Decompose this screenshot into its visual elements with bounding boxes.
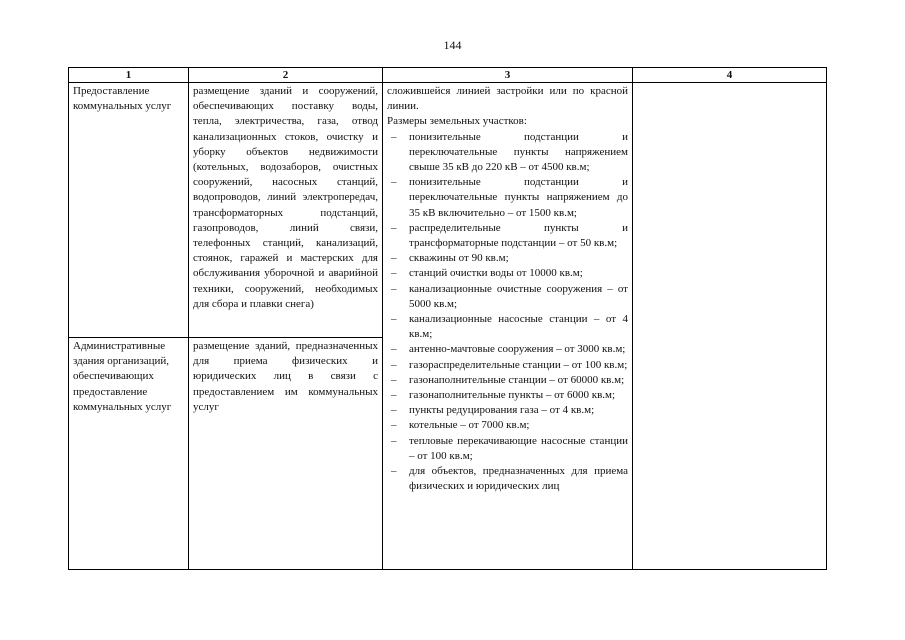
land-plot-size-item: – котельные – от 7000 кв.м; xyxy=(387,418,628,433)
use-description-cell xyxy=(189,338,383,570)
land-plot-sizes-list xyxy=(387,130,628,495)
page-number: 144 xyxy=(443,38,462,52)
header-col-2: 2 xyxy=(189,68,383,83)
land-plot-size-item: – для объектов, предназначенных для приема физических и юридических лиц xyxy=(387,464,628,494)
land-plot-size-item: – канализационные насосные станции – от 4 кв.м; xyxy=(387,312,628,342)
header-col-1: 1 xyxy=(69,68,189,83)
land-plot-size-item: – канализационные очистные сооружения – от 5000 кв.м; xyxy=(387,282,628,312)
land-plot-size-item: – газонаполнительные станции – от 60000 кв.м; xyxy=(387,373,628,388)
land-plot-size-item: – антенно-мачтовые сооружения – от 3000 кв.м; xyxy=(387,342,628,357)
use-description-cell xyxy=(189,83,383,338)
land-plot-size-item: – станций очистки воды от 10000 кв.м; xyxy=(387,266,628,281)
land-plot-size-item: – пункты редуцирования газа – от 4 кв.м; xyxy=(387,403,628,418)
land-plot-size-item: – скважины от 90 кв.м; xyxy=(387,251,628,266)
table-row xyxy=(69,83,827,338)
use-type-name: Административные здания организаций, обеспечивающих предоставление коммунальных услуг xyxy=(73,340,172,413)
header-col-3: 3 xyxy=(383,68,633,83)
land-plot-size-item: – понизительные подстанции и переключательные пункты напряжением свыше 35 кВ до 220 кВ – от 4500 кв.м; xyxy=(387,130,628,176)
use-description: размещение зданий и сооружений, обеспечивающих поставку воды, тепла, электричества, газа, отвод канализационных стоков, очистку и уборку объектов недвижимости (котельных, водозаборов, очистных сооружений, насосных станций, водопроводов, линий электропередач, трансформаторных подстанций, газопроводов, линий связи, телефонных станций, канализаций, стоянок, гаражей и мастерских для обслуживания уборочной и аварийной техники, сооружений, необходимых для сбора и плавки снега) xyxy=(193,85,378,310)
land-plot-size-item: – распределительные пункты и трансформаторные подстанции – от 50 кв.м; xyxy=(387,221,628,251)
parameters-sizes-heading: Размеры земельных участков: xyxy=(387,115,527,128)
use-type-name: Предоставление коммунальных услуг xyxy=(73,85,172,113)
parameters-cell xyxy=(383,83,633,570)
use-description: размещение зданий, предназначенных для приема физических и юридических лиц в связи с предоставлением им коммунальных услуг xyxy=(193,340,378,413)
table-header-row xyxy=(69,68,827,83)
use-type-cell xyxy=(69,338,189,570)
header-col-4: 4 xyxy=(633,68,827,83)
land-plot-size-item: – понизительные подстанции и переключательные пункты напряжением до 35 кВ включительно – от 1500 кв.м; xyxy=(387,175,628,221)
land-plot-size-item: – тепловые перекачивающие насосные станции – от 100 кв.м; xyxy=(387,434,628,464)
land-use-table xyxy=(68,67,827,570)
notes-cell xyxy=(633,83,827,570)
use-type-cell xyxy=(69,83,189,338)
parameters-intro: сложившейся линией застройки или по красной линии. xyxy=(387,85,628,113)
land-plot-size-item: – газонаполнительные пункты – от 6000 кв.м; xyxy=(387,388,628,403)
land-plot-size-item: – газораспределительные станции – от 100 кв.м; xyxy=(387,358,628,373)
